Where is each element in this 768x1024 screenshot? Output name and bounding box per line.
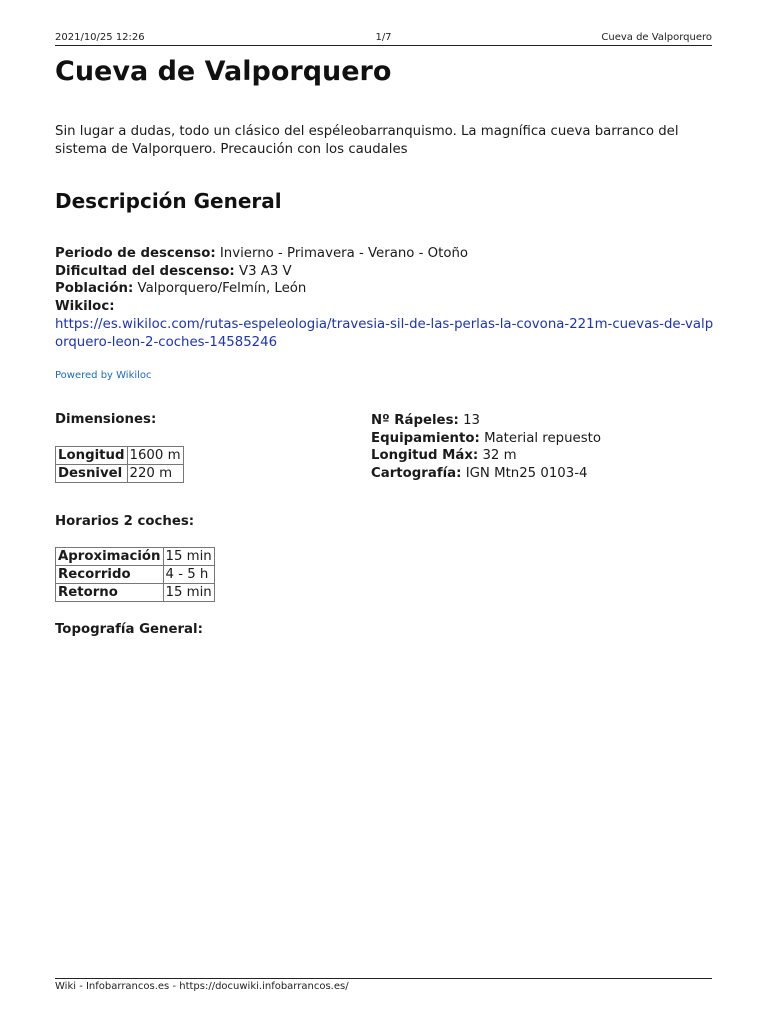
poblacion-value: Valporquero/Felmín, León bbox=[137, 281, 307, 297]
cartografia-value: IGN Mtn25 0103-4 bbox=[465, 466, 588, 482]
table-row bbox=[56, 447, 184, 465]
periodo-row bbox=[55, 245, 715, 263]
cartografia-label: Cartografía: bbox=[371, 466, 462, 482]
section-heading: Descripción General bbox=[55, 189, 282, 213]
cartografia-row bbox=[371, 465, 601, 483]
equipamiento-value: Material repuesto bbox=[484, 430, 601, 446]
page-title: Cueva de Valporquero bbox=[55, 56, 392, 87]
dimension-value: 220 m bbox=[127, 465, 183, 483]
dimensiones-table bbox=[55, 446, 184, 483]
horarios-table bbox=[55, 547, 215, 602]
dificultad-value: V3 A3 V bbox=[238, 263, 292, 279]
horario-key: Recorrido bbox=[56, 566, 164, 584]
equipamiento-row bbox=[371, 430, 601, 448]
horario-key: Retorno bbox=[56, 584, 164, 602]
dificultad-row bbox=[55, 263, 715, 281]
longitud-max-value: 32 m bbox=[482, 448, 517, 464]
properties-block bbox=[55, 245, 715, 351]
longitud-max-label: Longitud Máx: bbox=[371, 448, 479, 464]
periodo-value: Invierno - Primavera - Verano - Otoño bbox=[219, 246, 469, 261]
poblacion-label: Población: bbox=[55, 281, 134, 297]
dimension-key: Desnivel bbox=[56, 465, 128, 483]
wikiloc-link[interactable]: https://es.wikiloc.com/rutas-espeleologia/travesia-sil-de-las-perlas-la-covona-221m-cuevas-de-valporquero-leon-2-coches-14585246 bbox=[55, 316, 714, 350]
poblacion-row bbox=[55, 280, 715, 298]
page-footer: Wiki - Infobarrancos.es - https://docuwiki.infobarrancos.es/ bbox=[55, 978, 712, 993]
header-datetime: 2021/10/25 12:26 bbox=[55, 32, 145, 43]
rapeles-row bbox=[371, 412, 601, 430]
wikiloc-label: Wikiloc: bbox=[55, 299, 115, 315]
table-row bbox=[56, 566, 215, 584]
dimensiones-label: Dimensiones: bbox=[55, 412, 157, 427]
equipamiento-label: Equipamiento: bbox=[371, 430, 480, 446]
horario-key: Aproximación bbox=[56, 548, 164, 566]
topografia-label: Topografía General: bbox=[55, 622, 203, 637]
wikiloc-row bbox=[55, 298, 715, 316]
periodo-label: Periodo de descenso: bbox=[55, 246, 216, 261]
wikiloc-link-row bbox=[55, 316, 715, 351]
header-page-number: 1/7 bbox=[375, 32, 392, 43]
horarios-label: Horarios 2 coches: bbox=[55, 514, 195, 529]
dimension-key: Longitud bbox=[56, 447, 128, 465]
horario-value: 15 min bbox=[163, 548, 214, 566]
horario-value: 4 - 5 h bbox=[163, 566, 214, 584]
longitud-max-row bbox=[371, 447, 601, 465]
table-row bbox=[56, 584, 215, 602]
details-block bbox=[371, 412, 601, 483]
table-row bbox=[56, 465, 184, 483]
powered-by-wikiloc-link[interactable]: Powered by Wikiloc bbox=[55, 370, 152, 381]
dimension-value: 1600 m bbox=[127, 447, 183, 465]
rapeles-label: Nº Rápeles: bbox=[371, 413, 459, 428]
horario-value: 15 min bbox=[163, 584, 214, 602]
rapeles-value: 13 bbox=[463, 413, 480, 428]
header-doc-title: Cueva de Valporquero bbox=[601, 32, 712, 43]
intro-paragraph: Sin lugar a dudas, todo un clásico del espéleobarranquismo. La magnífica cueva barranco del sistema de Valporquero. Precaución con los caudales bbox=[55, 124, 679, 157]
dificultad-label: Dificultad del descenso: bbox=[55, 263, 235, 279]
table-row bbox=[56, 548, 215, 566]
page-header bbox=[55, 31, 712, 46]
